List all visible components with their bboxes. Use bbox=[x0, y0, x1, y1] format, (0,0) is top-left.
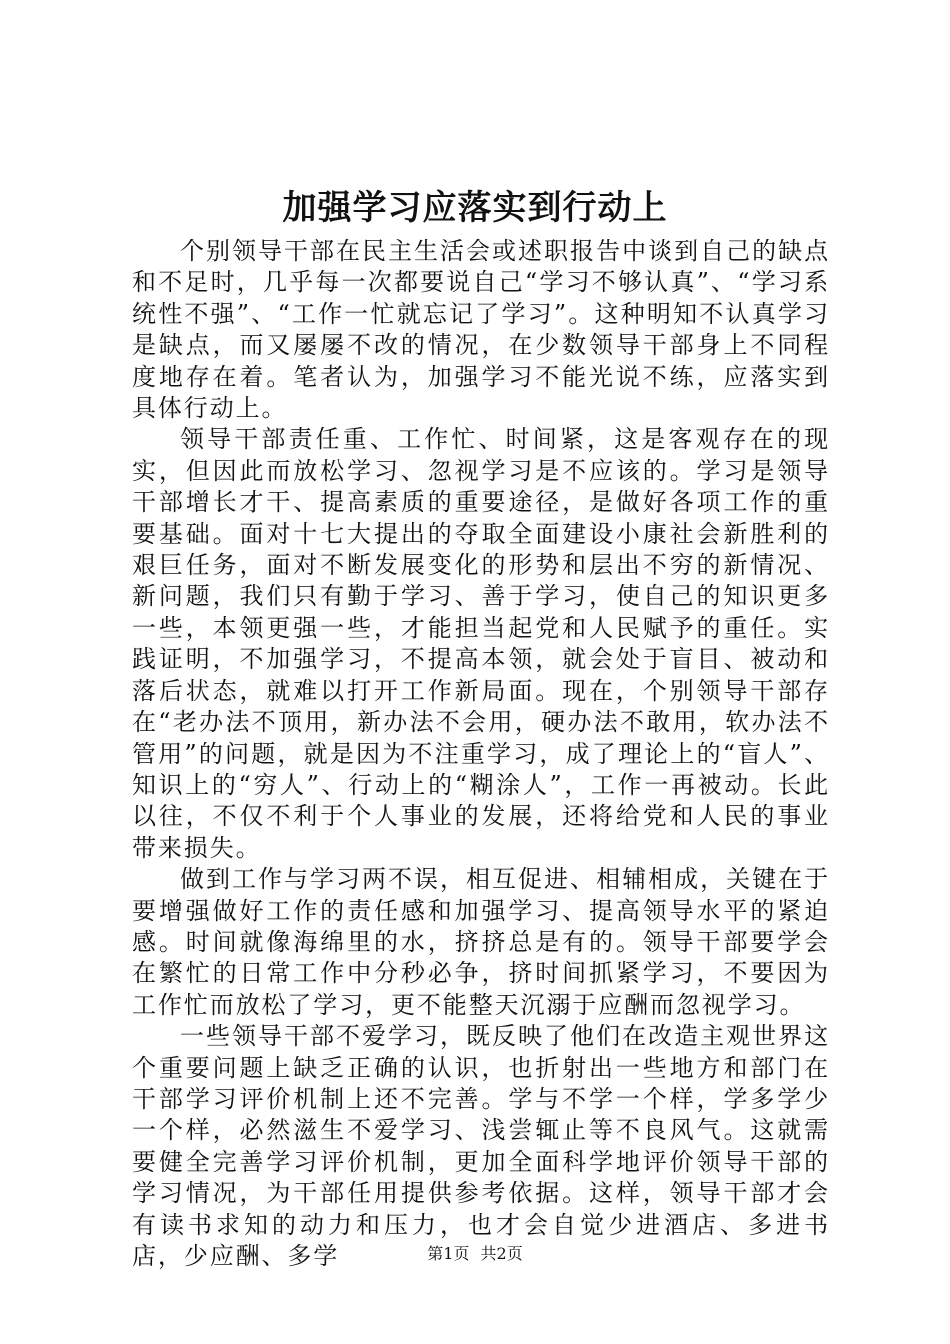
page-number: 第1页 bbox=[427, 1244, 470, 1263]
page-footer bbox=[0, 1244, 950, 1264]
paragraph: 领导干部责任重、工作忙、时间紧，这是客观存在的现实，但因此而放松学习、忽视学习是不应该的。学习是领导干部增长才干、提高素质的重要途径，是做好各项工作的重要基础。面对十七大提出的夺取全面建设小康社会新胜利的艰巨任务，面对不断发展变化的形势和层出不穷的新情况、新问题，我们只有勤于学习、善于学习，使自己的知识更多一些，本领更强一些，才能担当起党和人民赋予的重任。实践证明，不加强学习，不提高本领，就会处于盲目、被动和落后状态，就难以打开工作新局面。现在，个别领导干部存在“老办法不顶用，新办法不会用，硬办法不敢用，软办法不管用”的问题，就是因为不注重学习，成了理论上的“盲人”、知识上的“穷人”、行动上的“糊涂人”，工作一再被动。长此以往，不仅不利于个人事业的发展，还将给党和人民的事业带来损失。 bbox=[132, 425, 830, 862]
paragraph: 做到工作与学习两不误，相互促进、相辅相成，关键在于要增强做好工作的责任感和加强学习、提高领导水平的紧迫感。时间就像海绵里的水，挤挤总是有的。领导干部要学会在繁忙的日常工作中分秒必争，挤时间抓紧学习，不要因为工作忙而放松了学习，更不能整天沉溺于应酬而忽视学习。 bbox=[132, 865, 830, 1019]
page-total: 共2页 bbox=[480, 1244, 523, 1263]
paragraph: 一些领导干部不爱学习，既反映了他们在改造主观世界这个重要问题上缺乏正确的认识，也折射出一些地方和部门在干部学习评价机制上还不完善。学与不学一个样，学多学少一个样，必然滋生不爱学习、浅尝辄止等不良风气。这就需要健全完善学习评价机制，更加全面科学地评价领导干部的学习情况，为干部任用提供参考依据。这样，领导干部才会有读书求知的动力和压力，也才会自觉少进酒店、多进书店，少应酬、多学 bbox=[132, 1022, 830, 1270]
document-body bbox=[132, 236, 830, 1272]
document-title: 加强学习应落实到行动上 bbox=[282, 188, 668, 228]
paragraph: 个别领导干部在民主生活会或述职报告中谈到自己的缺点和不足时，几乎每一次都要说自己“学习不够认真”、“学习系统性不强”、“工作一忙就忘记了学习”。这种明知不认真学习是缺点，而又屡屡不改的情况，在少数领导干部身上不同程度地存在着。笔者认为，加强学习不能光说不练，应落实到具体行动上。 bbox=[132, 237, 830, 423]
